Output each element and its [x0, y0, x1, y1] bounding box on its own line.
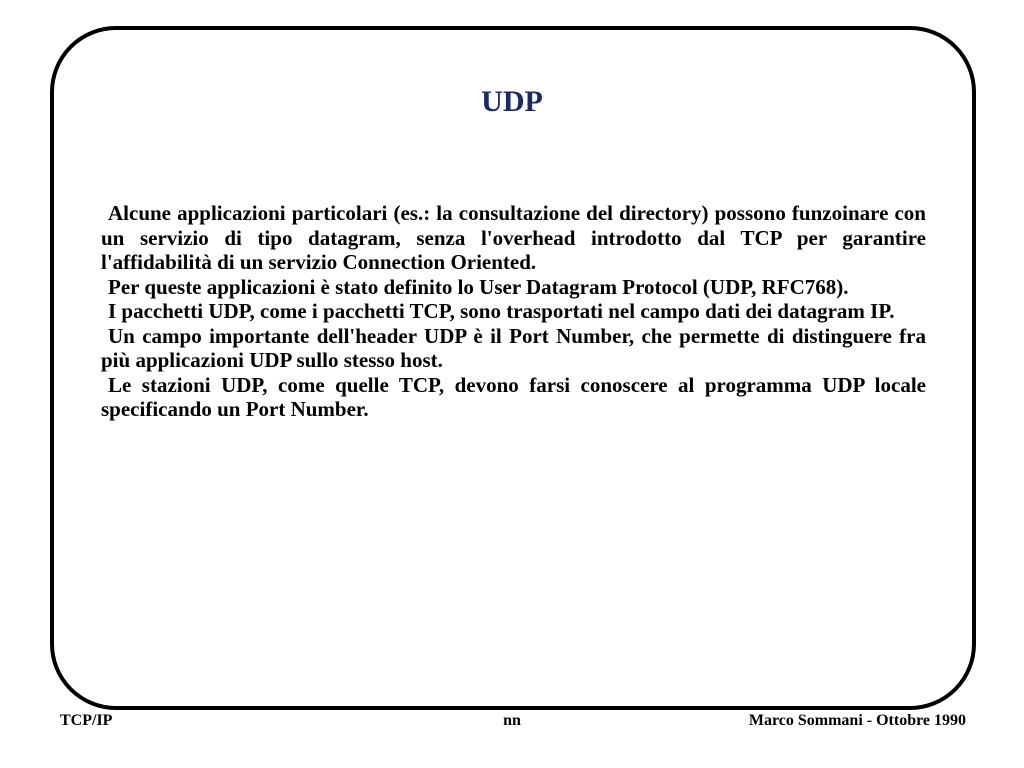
- paragraph: Alcune applicazioni particolari (es.: la consultazione del directory) possono funzoinare con un servizio di tipo datagram, senza l'overhead introdotto dal TCP per garantire l'affidabilità di un servizio Connection Oriented.: [101, 201, 926, 274]
- slide-body: [101, 201, 926, 422]
- paragraph: Le stazioni UDP, come quelle TCP, devono farsi conoscere al programma UDP locale specificando un Port Number.: [101, 372, 926, 421]
- paragraph: Per queste applicazioni è stato definito lo User Datagram Protocol (UDP, RFC768).: [108, 274, 849, 299]
- paragraph: I pacchetti UDP, come i pacchetti TCP, sono trasportati nel campo dati dei datagram IP.: [108, 299, 895, 323]
- footer-page-number: nn: [503, 712, 521, 729]
- paragraph: Un campo importante dell'header UDP è il Port Number, che permette di distinguere fra più applicazioni UDP sullo stesso host.: [101, 323, 926, 372]
- slide-title: UDP: [481, 85, 543, 118]
- footer-left-text: TCP/IP: [60, 712, 113, 729]
- footer-author-date: Marco Sommani - Ottobre 1990: [748, 712, 966, 729]
